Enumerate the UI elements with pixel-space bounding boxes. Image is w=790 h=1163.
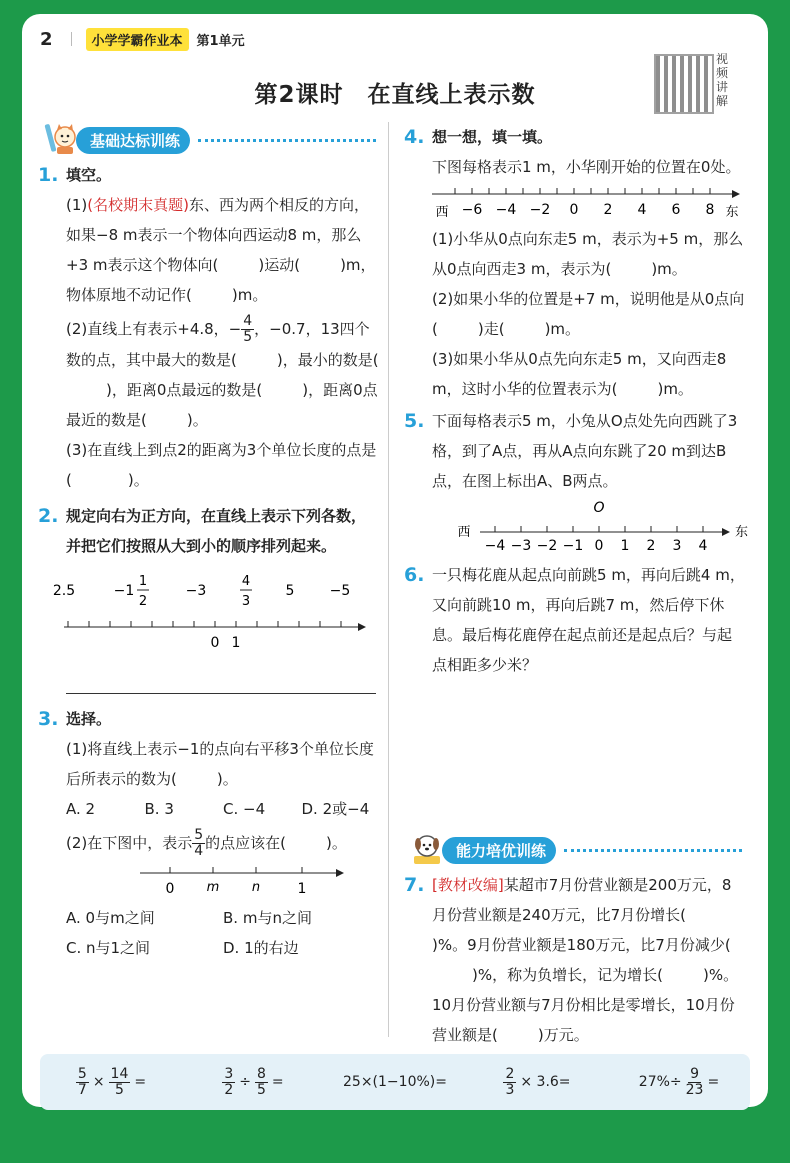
- text-run: (3)在直线上到点2的距离为3个单位长度的点是(: [66, 441, 377, 489]
- cat-mascot-icon: [44, 122, 78, 156]
- denominator: 7: [77, 1081, 87, 1098]
- operator: ÷: [239, 1074, 251, 1090]
- q5-text: 下面每格表示5 m，小兔从O点处先向西跳了3格，到了A点，再从A点向东跳了20 m到达B点，在图上标出A、B两点。: [432, 412, 738, 490]
- q6-answer-area[interactable]: [406, 680, 746, 830]
- axis-label: 4: [637, 202, 647, 218]
- equals: =: [271, 1074, 284, 1090]
- question-number: 4.: [404, 126, 425, 148]
- question-number: 7.: [404, 874, 425, 896]
- axis-west-label: 西: [457, 525, 471, 540]
- denominator: 4: [194, 843, 204, 859]
- q4-number-line: [406, 182, 746, 224]
- denominator: 2: [224, 1081, 234, 1098]
- q3-2-options-row1: [40, 903, 380, 933]
- text-run: (1)小华从0点向东走5 m，表示为+5 m，那么从0点向西走3 m，表示为(: [432, 230, 744, 278]
- question-3-part-1: [40, 734, 380, 794]
- answer-line[interactable]: [66, 671, 376, 694]
- text-run: )万元。: [537, 1026, 589, 1044]
- mixed-number-denominator: 2: [138, 594, 148, 609]
- origin-label: O: [593, 500, 605, 516]
- option-d[interactable]: D. 2或−4: [301, 800, 370, 818]
- question-1: [40, 160, 380, 495]
- numerator: 3: [224, 1065, 234, 1082]
- text-run: )m。: [651, 260, 687, 278]
- axis-arrow-icon: [358, 623, 366, 631]
- expression-text: 25×(1−10%)=: [343, 1074, 447, 1090]
- axis-west-label: 西: [435, 205, 449, 220]
- text-run: 的点应该在(: [205, 834, 287, 852]
- axis-label: 0: [165, 881, 175, 897]
- number-item: −3: [185, 583, 207, 599]
- question-3: [40, 704, 380, 963]
- text-run: (1)将直线上表示−1的点向右平移3个单位长度后所表示的数为(: [66, 740, 374, 788]
- number-item: 2.5: [52, 583, 76, 599]
- text-run: (3)如果小华从0点先向东走5 m，又向西走8 m，这时小华的位置表示为(: [432, 350, 727, 398]
- operator: ×: [92, 1074, 105, 1090]
- fraction: [76, 1067, 89, 1098]
- axis-label: 1: [297, 881, 307, 897]
- axis-label: 2: [603, 202, 613, 218]
- q7-text: [406, 870, 746, 1050]
- calc-expression-3[interactable]: [324, 1074, 466, 1090]
- axis-label: 0: [594, 538, 604, 554]
- question-5: [406, 406, 746, 552]
- text-run: (2)如果小华的位置是+7 m，说明他是从0点向(: [432, 290, 745, 338]
- fraction: [686, 1067, 704, 1098]
- text-run: ，−0.7，13四个数的点，其中最大的数是(: [66, 320, 370, 369]
- option-b[interactable]: B. 3: [144, 800, 174, 818]
- expression-text: × 3.6=: [520, 1074, 571, 1090]
- page-number: 2: [40, 28, 53, 50]
- mixed-number-whole: −1: [113, 583, 135, 599]
- text-run: (2)在下图中，表示: [66, 834, 193, 852]
- option-b[interactable]: B. m与n之间: [223, 909, 312, 927]
- axis-label: 3: [672, 538, 682, 554]
- axis-label: 2: [646, 538, 656, 554]
- number-item: 5: [285, 583, 295, 599]
- text-run: )%。9月份营业额是180万元，比7月份减少(: [432, 936, 731, 954]
- text-run: (2)直线上有表示+4.8，−: [66, 320, 242, 338]
- text-run: )m。: [657, 380, 693, 398]
- axis-label: 6: [671, 202, 681, 218]
- banner-dots: [564, 849, 742, 852]
- header-separator: [71, 32, 72, 46]
- option-a[interactable]: A. 0与m之间: [66, 909, 155, 927]
- section-basic-label: 基础达标训练: [76, 127, 190, 154]
- question-title: 规定向右为正方向，在直线上表示下列各数，并把它们按照从大到小的顺序排列起来。: [66, 507, 367, 555]
- mixed-number-numerator: 1: [138, 574, 148, 589]
- denominator: 5: [243, 329, 253, 345]
- qr-code-icon[interactable]: [654, 54, 714, 114]
- denominator: 3: [505, 1081, 515, 1098]
- axis-label: −2: [529, 202, 551, 218]
- lesson-title: 第2课时 在直线上表示数: [254, 82, 536, 108]
- calc-expression-2[interactable]: [182, 1067, 324, 1098]
- mental-calc-strip: [40, 1054, 750, 1110]
- text-run: )%，称为负增长，记为增长(: [472, 966, 663, 984]
- unit-label: 第1单元: [196, 33, 245, 49]
- denominator: 23: [685, 1081, 704, 1098]
- numerator: 14: [110, 1065, 129, 1082]
- question-number: 1.: [38, 164, 59, 186]
- qr-label: 视频讲解: [716, 52, 729, 108]
- text-run: )m，物体原地不动记作(: [66, 256, 376, 304]
- q5-number-line: [406, 496, 746, 552]
- question-number: 5.: [404, 410, 425, 432]
- q3-number-line: [40, 859, 380, 903]
- text-run: )m。: [231, 286, 268, 304]
- fraction-denominator: 3: [241, 594, 251, 609]
- option-a[interactable]: A. 2: [66, 800, 96, 818]
- axis-label: 8: [705, 202, 715, 218]
- denominator: 5: [257, 1081, 266, 1098]
- text-run: )。: [186, 411, 208, 429]
- question-4: [406, 122, 746, 404]
- source-tag: [教材改编]: [432, 876, 504, 894]
- fraction: [109, 1067, 131, 1098]
- q4-part-1: [406, 224, 746, 284]
- worksheet-page: [22, 14, 768, 1107]
- axis-label: n: [251, 880, 261, 895]
- question-number: 3.: [38, 708, 59, 730]
- numerator: 5: [77, 1065, 87, 1082]
- axis-label: 1: [620, 538, 630, 554]
- question-title: 填空。: [66, 166, 112, 184]
- axis-arrow-icon: [732, 190, 740, 198]
- q4-part-3: [406, 344, 746, 404]
- section-advanced-label: 能力培优训练: [442, 837, 556, 864]
- q3-1-options: [40, 794, 380, 824]
- option-d[interactable]: D. 1的右边: [223, 939, 299, 957]
- banner-dots: [198, 139, 376, 142]
- question-2: [40, 501, 380, 694]
- axis-label: −6: [461, 202, 483, 218]
- axis-arrow-icon: [722, 528, 730, 536]
- axis-label-0: 0: [210, 635, 220, 651]
- text-run: )运动(: [258, 256, 301, 274]
- text-run: )%。10月份营业额与7月份相比是零增长，10月份营业额是(: [432, 966, 739, 1044]
- q4-intro: 下图每格表示1 m，小华刚开始的位置在0处。: [432, 158, 741, 176]
- fraction: [241, 314, 254, 345]
- q6-text: 一只梅花鹿从起点向前跳5 m，再向后跳4 m，又向前跳10 m，再向后跳7 m，然后停下休息。最后梅花鹿停在起点前还是起点后？与起点相距多少米？: [432, 566, 745, 674]
- text-run: )m。: [544, 320, 581, 338]
- part-prefix: (1): [66, 196, 88, 214]
- fraction: [503, 1067, 516, 1098]
- equals: =: [707, 1074, 720, 1090]
- axis-label: m: [206, 880, 220, 895]
- expression-text: 27%÷: [638, 1074, 682, 1090]
- page-header: [40, 26, 245, 52]
- question-1-part-3: [40, 435, 380, 495]
- axis-label-1: 1: [231, 635, 241, 651]
- question-1-part-1: [40, 190, 380, 310]
- column-divider: [388, 122, 389, 1037]
- fraction: [222, 1067, 235, 1098]
- source-tag: (名校期末真题): [87, 196, 189, 214]
- axis-label: −4: [495, 202, 517, 218]
- calc-expression-1[interactable]: [40, 1067, 182, 1098]
- numerator: 2: [505, 1065, 515, 1082]
- text-run: 某超市7月份营业额是200万元，8月份营业额是240万元，比7月份增长(: [432, 876, 732, 924]
- question-title: 选择。: [66, 710, 112, 728]
- axis-label: −1: [562, 538, 584, 554]
- right-column: [406, 122, 746, 1050]
- question-7: [406, 870, 746, 1050]
- text-run: )。: [216, 770, 238, 788]
- text-run: )。: [127, 471, 149, 489]
- axis-east-label: 东: [725, 205, 739, 220]
- axis-east-label: 东: [734, 525, 748, 540]
- question-1-part-2: [40, 314, 380, 435]
- axis-arrow-icon: [336, 869, 344, 877]
- number-item: −5: [329, 583, 351, 599]
- text-run: )，距离0点最近的数是(: [66, 381, 378, 429]
- section-basic-banner: [40, 122, 380, 158]
- calc-expression-4[interactable]: [466, 1067, 608, 1098]
- fraction: [255, 1067, 268, 1098]
- text-run: )走(: [477, 320, 505, 338]
- equals: =: [134, 1074, 147, 1090]
- text-run: 东、西为两个相反的方向，如果−8 m表示一个物体向西运动8 m，那么+3 m表示这个物体向(: [66, 196, 369, 274]
- question-number: 6.: [404, 564, 425, 586]
- q2-number-line: [40, 561, 380, 671]
- left-column: [40, 122, 380, 963]
- book-name-badge: 小学学霸作业本: [86, 28, 189, 51]
- numerator: 9: [690, 1065, 700, 1082]
- question-title: 想一想，填一填。: [432, 128, 553, 146]
- option-c[interactable]: C. n与1之间: [66, 939, 151, 957]
- q4-part-2: [406, 284, 746, 344]
- dog-mascot-icon: [410, 832, 444, 866]
- text-run: )，距离0点最远的数是(: [106, 381, 263, 399]
- axis-label: −2: [536, 538, 558, 554]
- text-run: )。: [326, 834, 347, 852]
- question-number: 2.: [38, 505, 59, 527]
- numerator: 8: [257, 1065, 266, 1082]
- option-c[interactable]: C. −4: [223, 800, 266, 818]
- section-advanced-banner: [406, 832, 746, 868]
- axis-label: 4: [698, 538, 708, 554]
- question-3-part-2: [40, 828, 380, 859]
- q3-2-options-row2: [40, 933, 380, 963]
- numerator: 4: [243, 313, 253, 329]
- axis-label: −4: [484, 538, 506, 554]
- axis-label: −3: [510, 538, 532, 554]
- text-run: )，最小的数是(: [276, 351, 379, 369]
- question-6: [406, 560, 746, 830]
- denominator: 5: [115, 1081, 124, 1098]
- numerator: 5: [194, 827, 204, 843]
- calc-expression-5[interactable]: [608, 1067, 750, 1098]
- fraction: [192, 828, 205, 859]
- fraction-numerator: 4: [241, 574, 251, 589]
- axis-label: 0: [569, 202, 579, 218]
